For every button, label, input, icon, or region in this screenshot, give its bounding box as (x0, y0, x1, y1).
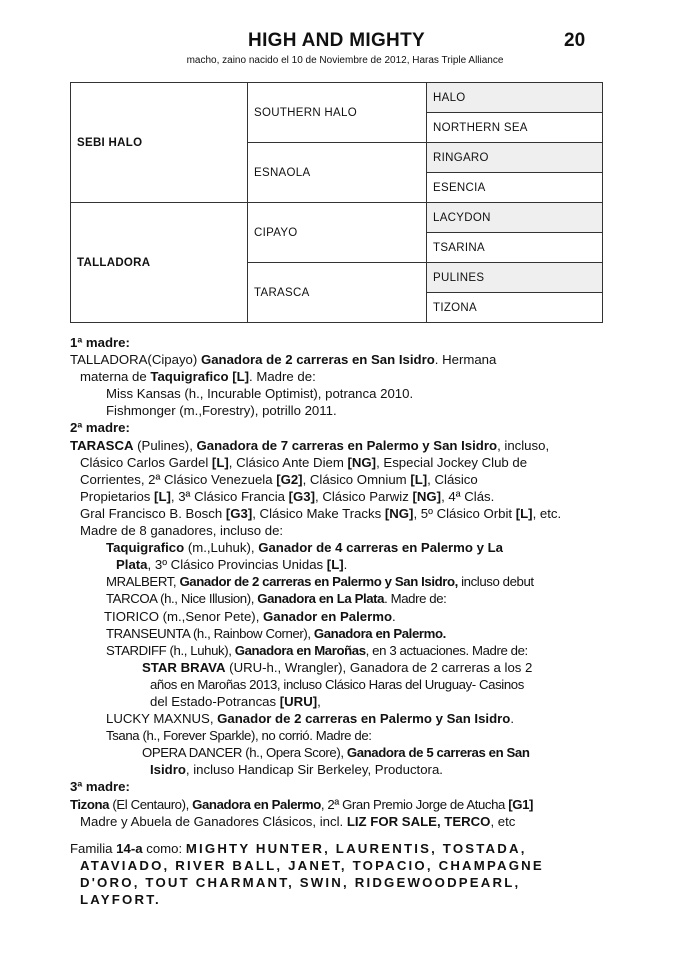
text-line: años en Maroñas 2013, incluso Clásico Haras del Uruguay- Casinos (150, 676, 524, 692)
text-line: Tsana (h., Forever Sparkle), no corrió. Madre de: (106, 728, 372, 744)
pedigree-dam: TALLADORA (71, 203, 248, 323)
page-title: HIGH AND MIGHTY (248, 30, 425, 51)
text-line: Tizona (El Centauro), Ganadora en Palermo, 2ª Gran Premio Jorge de Atucha [G1] (70, 796, 534, 812)
familia-line: LAYFORT. (80, 892, 161, 907)
text-line: STAR BRAVA (URU-h., Wrangler), Ganadora de 2 carreras a los 2 (142, 659, 533, 675)
text-line: LUCKY MAXNUS, Ganador de 2 carreras en Palermo y San Isidro. (106, 711, 515, 727)
page-number: 20 (564, 30, 586, 51)
pedigree-gen3-cell: RINGARO (427, 143, 603, 173)
text-line: Gral Francisco B. Bosch [G3], Clásico Make Tracks [NG], 5º Clásico Orbit [L], etc. (80, 505, 562, 521)
text-line: del Estado-Potrancas [URU], (150, 693, 321, 709)
text-line: TARCOA (h., Nice Illusion), Ganadora en La Plata. Madre de: (106, 591, 447, 607)
pedigree-gen3-cell: NORTHERN SEA (427, 113, 603, 143)
text-line: Madre y Abuela de Ganadores Clásicos, incl. LIZ FOR SALE, TERCO, etc (80, 813, 516, 829)
section-heading-1: 1ª madre: (70, 335, 130, 350)
pedigree-gen3-cell: LACYDON (427, 203, 603, 233)
pedigree-table (70, 82, 603, 323)
pedigree-gen3-cell: PULINES (427, 263, 603, 293)
text-line: Madre de 8 ganadores, incluso de: (80, 523, 284, 539)
pedigree-gen3-cell: TIZONA (427, 293, 603, 323)
text-line: Miss Kansas (h., Incurable Optimist), potranca 2010. (106, 386, 414, 402)
text-line: Plata, 3º Clásico Provincias Unidas [L]. (116, 557, 348, 573)
pedigree-gen3-cell: TSARINA (427, 233, 603, 263)
text-line: TRANSEUNTA (h., Rainbow Corner), Ganadora en Palermo. (106, 625, 446, 641)
text-line: Corrientes, 2ª Clásico Venezuela [G2], Clásico Omnium [L], Clásico (80, 471, 478, 487)
pedigree-dam-sire: CIPAYO (248, 203, 427, 263)
text-line: TIORICO (m.,Senor Pete), Ganador en Palermo. (104, 608, 396, 624)
text-line: OPERA DANCER (h., Opera Score), Ganadora de 5 carreras en San (142, 745, 530, 761)
section-heading-3: 3ª madre: (70, 779, 130, 795)
familia-line: ATAVIADO, RIVER BALL, JANET, TOPACIO, CHAMPAGNE (80, 857, 544, 873)
text-line: TARASCA (Pulines), Ganadora de 7 carreras en Palermo y San Isidro, incluso, (70, 437, 550, 453)
pedigree-notes (70, 334, 610, 908)
text-line: Isidro, incluso Handicap Sir Berkeley, Productora. (150, 762, 443, 778)
text-line: Propietarios [L], 3ª Clásico Francia [G3], Clásico Parwiz [NG], 4ª Clás. (80, 488, 495, 504)
pedigree-sire-dam: ESNAOLA (248, 143, 427, 203)
familia-line: Familia 14-a como: MIGHTY HUNTER, LAURENTIS, TOSTADA, (70, 840, 527, 856)
text-line: Clásico Carlos Gardel [L], Clásico Ante Diem [NG], Especial Jockey Club de (80, 454, 528, 470)
pedigree-sire-sire: SOUTHERN HALO (248, 83, 427, 143)
pedigree-sire: SEBI HALO (71, 83, 248, 203)
text-line: MRALBERT, Ganador de 2 carreras en Palermo y San Isidro, incluso debut (106, 574, 534, 590)
page-subtitle: macho, zaino nacido el 10 de Noviembre de 2012, Haras Triple Alliance (186, 55, 504, 66)
pedigree-dam-dam: TARASCA (248, 263, 427, 323)
text-line: STARDIFF (h., Luhuk), Ganadora en Maroñas, en 3 actuaciones. Madre de: (106, 642, 528, 658)
pedigree-gen3-cell: ESENCIA (427, 173, 603, 203)
pedigree-gen3-cell: HALO (427, 83, 603, 113)
text-line: materna de Taquigrafico [L]. Madre de: (80, 369, 316, 385)
familia-line: D'ORO, TOUT CHARMANT, SWIN, RIDGEWOODPEARL, (80, 874, 521, 890)
text-line: TALLADORA(Cipayo) Ganadora de 2 carreras en San Isidro. Hermana (70, 352, 497, 368)
section-heading-2: 2ª madre: (70, 420, 130, 436)
text-line: Taquigrafico (m.,Luhuk), Ganador de 4 carreras en Palermo y La (106, 540, 504, 556)
text-line: Fishmonger (m.,Forestry), potrillo 2011. (106, 403, 337, 419)
